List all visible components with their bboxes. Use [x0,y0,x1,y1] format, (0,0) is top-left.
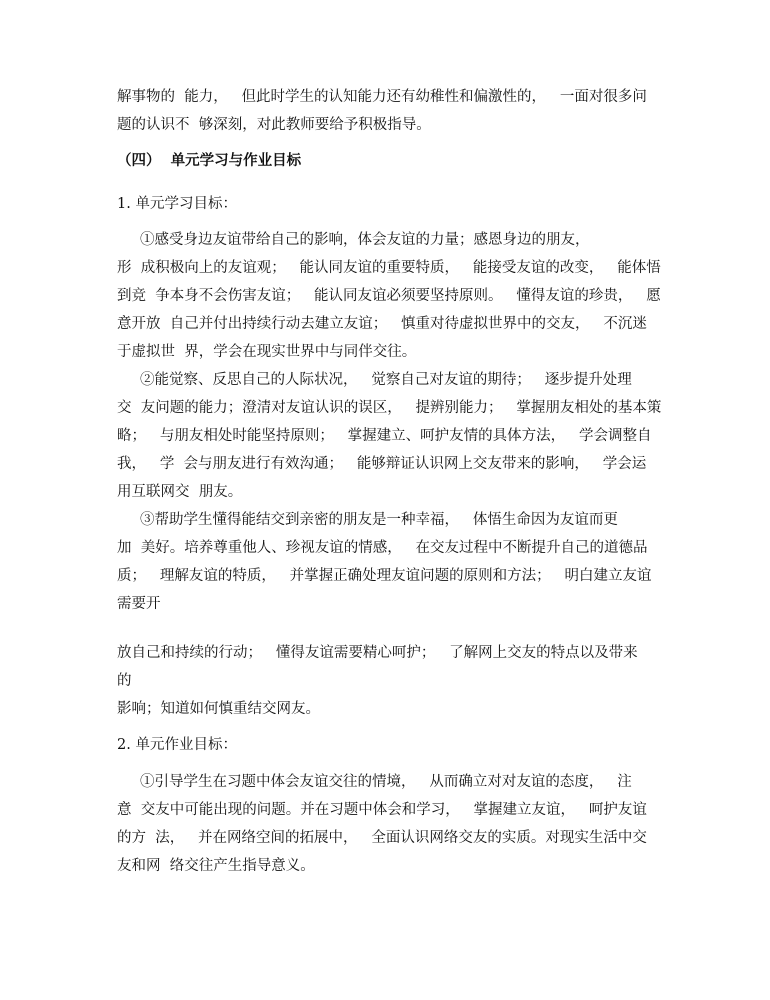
intro-line: 题的认识不 够深刻，对此教师要给予积极指导。 [117,117,431,133]
goal2-line: 用互联网交 朋友。 [117,484,243,500]
goal2-line: ②能觉察、反思自己的人际状况， 觉察自己对友谊的期待； 逐步提升处理 [117,372,632,388]
goal1-line: ①感受身边友谊带给自己的影响，体会友谊的力量；感恩身边的朋友， [117,232,590,248]
goal1-line: 意开放 自己并付出持续行动去建立友谊； 慎重对待虚拟世界中的交友， 不沉迷 [117,316,647,332]
goal3-line: 质； 理解友谊的特质， 并掌握正确处理友谊问题的原则和方法； 明白建立友谊 [117,568,652,584]
continuation-line: 的 [117,673,132,689]
section-heading: （四） 单元学习与作业目标 [117,153,302,169]
intro-line: 解事物的 能力， 但此时学生的认知能力还有幼稚性和偏激性的， 一面对很多问 [117,89,647,105]
homework-line: 友和网 络交往产生指导意义。 [117,858,315,874]
continuation-line: 放自己和持续的行动； 懂得友谊需要精心呵护； 了解网上交友的特点以及带来 [117,645,638,661]
continuation-line: 影响；知道如何慎重结交网友。 [117,701,320,717]
goal2-line: 我， 学 会与朋友进行有效沟通； 能够辩证认识网上交友带来的影响， 学会运 [117,456,647,472]
subheading-homework-goals: 2. 单元作业目标： [117,737,237,753]
subheading-learning-goals: 1. 单元学习目标： [117,196,237,212]
homework-line: 意 交友中可能出现的问题。并在习题中体会和学习， 掌握建立友谊， 呵护友谊 [117,802,647,818]
goal3-line: ③帮助学生懂得能结交到亲密的朋友是一种幸福， 体悟生命因为友谊而更 [117,512,618,528]
homework-line: ①引导学生在习题中体会友谊交往的情境， 从而确立对对友谊的态度， 注 [117,774,632,790]
goal1-line: 到竞 争本身不会伤害友谊； 能认同友谊必须要坚持原则。 懂得友谊的珍贵， 愿 [117,288,661,304]
goal3-line: 加 美好。培养尊重他人、珍视友谊的情感， 在交友过程中不断提升自己的道德品 [117,540,648,556]
goal2-line: 略； 与朋友相处时能坚持原则； 掌握建立、呵护友情的具体方法， 学会调整自 [117,428,652,444]
homework-line: 的方 法， 并在网络空间的拓展中， 全面认识网络交友的实质。对现实生活中交 [117,830,647,846]
goal1-line: 形 成积极向上的友谊观； 能认同友谊的重要特质， 能接受友谊的改变， 能体悟 [117,260,661,276]
goal2-line: 交 友问题的能力；澄清对友谊认识的误区， 提辨别能力； 掌握朋友相处的基本策 [117,400,662,416]
goal1-line: 于虚拟世 界，学会在现实世界中与同伴交往。 [117,344,417,360]
goal3-line: 需要开 [117,596,161,612]
